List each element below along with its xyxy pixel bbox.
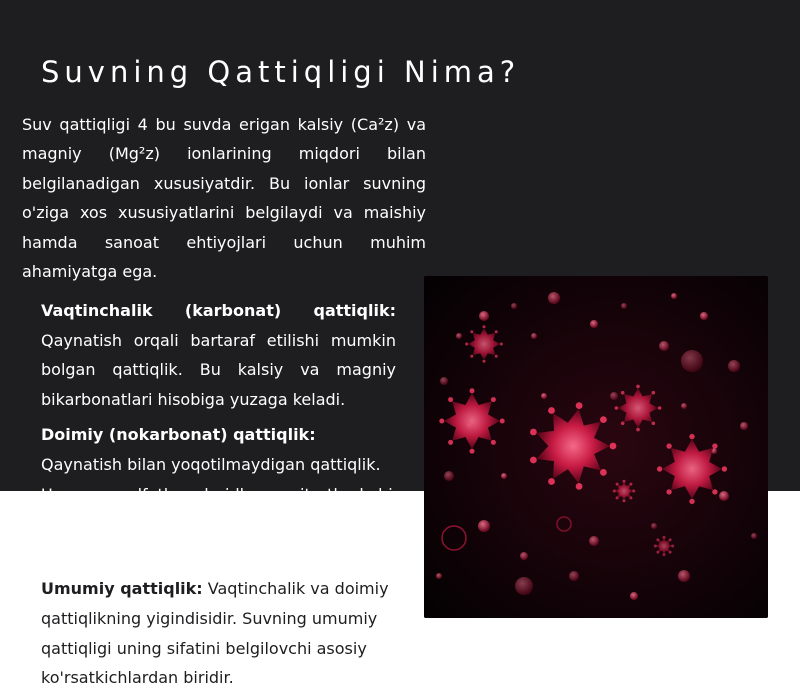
definition-temporary: Qaynatish orqali bartaraf etilishi mumkin bolgan qattiqlik. Bu kalsiy va magniy bikarbonatlari hisobiga yuzaga keladi. xyxy=(41,330,396,409)
page-title: Suvning Qattiqligi Nima? xyxy=(41,55,521,90)
hardness-type-total xyxy=(41,574,396,692)
term-total: Umumiy qattiqlik: xyxy=(41,579,203,599)
hardness-type-permanent xyxy=(41,420,396,568)
intro-paragraph: Suv qattiqligi 4 bu suvda erigan kalsiy (Ca²z) va magniy (Mg²z) ionlarining miqdori bilan belgilanadigan xususiyatdir. Bu ionlar suvning o'ziga xos xususiyatlarini belgilaydi va maishiy hamda sanoat ehtiyojlari uchun muhim ahamiyatga ega. xyxy=(22,115,426,282)
hardness-types-list xyxy=(41,296,396,699)
molecules-image xyxy=(424,276,768,618)
definition-permanent: Qaynatish bilan yoqotilmaydigan qattiqlik. U asosan sulfatlar, xloridlar va nitratlar kabi kalsiy va magniy tuzlari sababli yuzaga keladi. xyxy=(41,454,393,563)
definition-total: Vaqtinchalik va doimiy qattiqlikning yigindisidir. Suvning umumiy qattiqligi uning sifatini belgilovchi asosiy ko'rsatkichlardan biridir. xyxy=(41,579,389,688)
term-temporary: Vaqtinchalik (karbonat) qattiqlik: xyxy=(41,301,396,320)
hardness-type-temporary xyxy=(41,296,396,414)
term-permanent: Doimiy (nokarbonat) qattiqlik: xyxy=(41,425,316,445)
red-molecules-illustration-icon xyxy=(424,276,768,618)
